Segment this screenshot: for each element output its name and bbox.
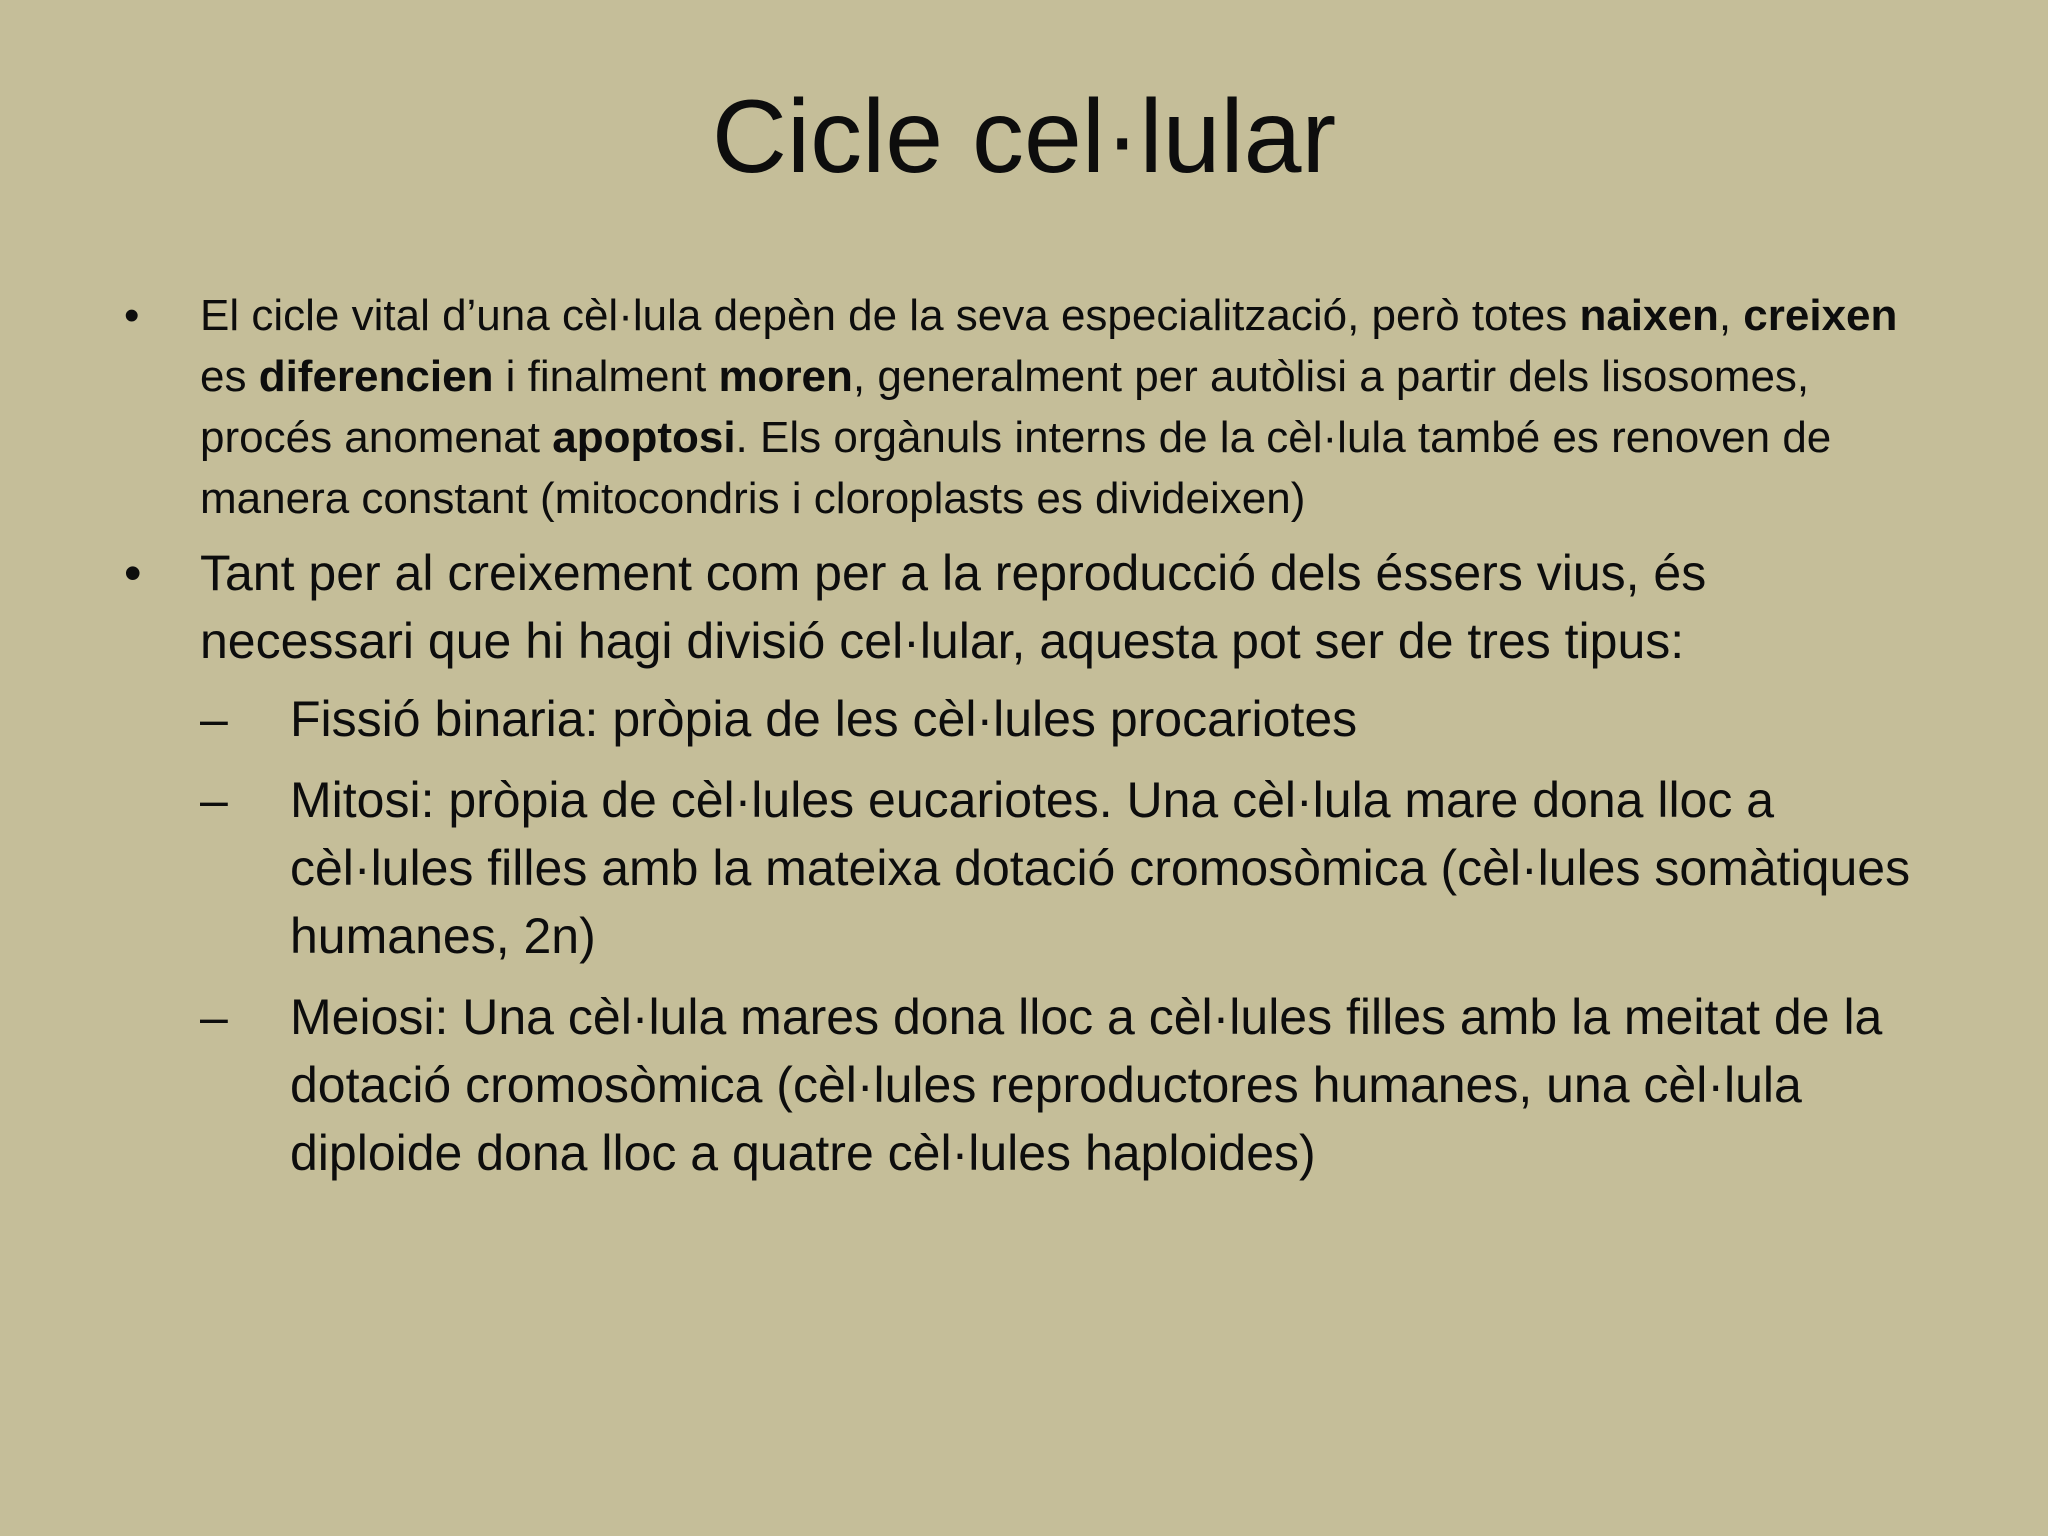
- bold-term: apoptosi: [552, 413, 736, 462]
- sub-item-text: Meiosi: Una cèl·lula mares dona lloc a cèl·lules filles amb la meitat de la dotació cromosòmica (cèl·lules reproductores humanes, una cèl·lula diploide dona lloc a quatre cèl·lules haploides): [290, 989, 1883, 1181]
- bullet-marker: •: [124, 545, 142, 601]
- sub-item-meiosis: [200, 983, 1920, 1187]
- text-run: i finalment: [493, 352, 719, 401]
- bold-term: diferencien: [258, 352, 494, 401]
- sub-item-text: Mitosi: pròpia de cèl·lules eucariotes. Una cèl·lula mare dona lloc a cèl·lules filles amb la mateixa dotació cromosòmica (cèl·lules somàtiques humanes, 2n): [290, 772, 1911, 964]
- text-run: es: [200, 352, 259, 401]
- text-run: , generalment per autòlisi a partir dels lisosomes, procés anomenat: [200, 352, 1810, 462]
- sub-marker: –: [200, 989, 228, 1045]
- bullet-marker: •: [124, 291, 140, 340]
- bold-term: moren: [718, 352, 853, 401]
- bullet-text: Tant per al creixement com per a la reproducció dels éssers vius, és necessari que hi hagi divisió cel·lular, aquesta pot ser de tres tipus:: [200, 545, 1707, 669]
- bold-term: naixen: [1579, 291, 1719, 340]
- slide-title: Cicle cel·lular: [711, 79, 1337, 195]
- slide-body: [120, 285, 1920, 1200]
- bullet-item-cell-life-cycle: [120, 285, 1920, 529]
- text-run: ,: [1718, 291, 1744, 340]
- text-run: El cicle vital d’una cèl·lula depèn de la seva especialització, però totes: [200, 291, 1580, 340]
- sub-marker: –: [200, 772, 228, 828]
- sub-item-mitosis: [200, 766, 1920, 970]
- bullet-text: [200, 291, 1897, 523]
- bullet-item-cell-division: [120, 539, 1920, 1187]
- sub-list: [200, 685, 1920, 1187]
- sub-marker: –: [200, 691, 228, 747]
- sub-item-binary-fission: [200, 685, 1920, 753]
- sub-item-text: Fissió binaria: pròpia de les cèl·lules procariotes: [290, 691, 1358, 747]
- text-run: . Els orgànuls interns de la cèl·lula també es renoven de manera constant (mitocondris i cloroplasts es divideixen): [200, 413, 1832, 523]
- bold-term: creixen: [1743, 291, 1898, 340]
